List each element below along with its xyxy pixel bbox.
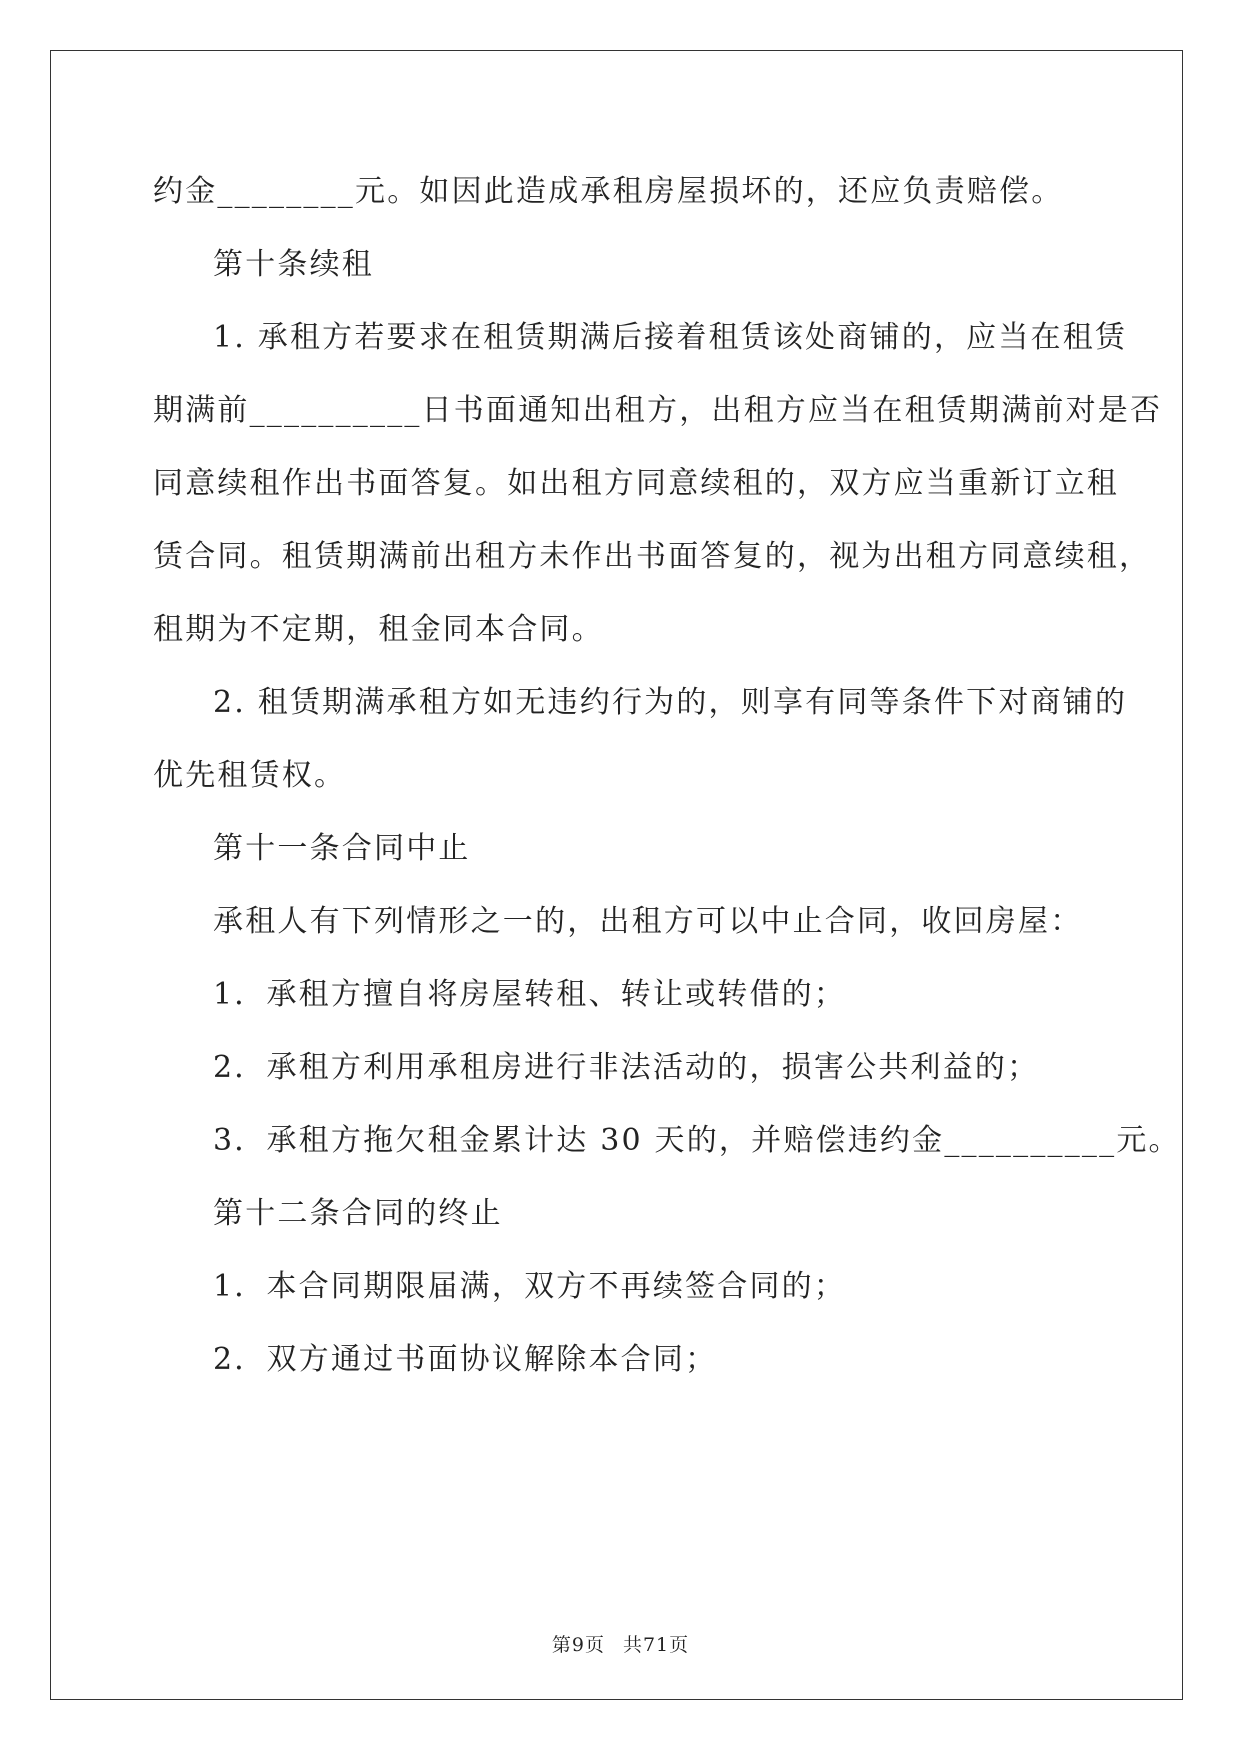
section-heading-12: 第十二条合同的终止: [213, 1196, 503, 1231]
text-line-5: 同意续租作出书面答复。如出租方同意续租的，双方应当重新订立租: [153, 466, 1119, 501]
text-line-1: 约金________元。如因此造成承租房屋损坏的，还应负责赔偿。: [153, 174, 1064, 209]
text-line-17: 2．双方通过书面协议解除本合同；: [213, 1342, 718, 1377]
text-line-13: 2．承租方利用承租房进行非法活动的，损害公共利益的；: [213, 1050, 1040, 1085]
text-line-6: 赁合同。租赁期满前出租方未作出书面答复的，视为出租方同意续租，: [153, 539, 1152, 574]
text-line-14: 3．承租方拖欠租金累计达 30 天的，并赔偿违约金__________元。: [213, 1123, 1181, 1158]
section-heading-11: 第十一条合同中止: [213, 831, 471, 866]
section-heading-10: 第十条续租: [213, 247, 374, 282]
text-line-3: 1. 承租方若要求在租赁期满后接着租赁该处商铺的，应当在租赁: [213, 320, 1128, 355]
page-border: [50, 50, 1183, 1700]
text-line-4: 期满前__________日书面通知出租方，出租方应当在租赁期满前对是否: [153, 393, 1163, 428]
text-line-16: 1．本合同期限届满，双方不再续签合同的；: [213, 1269, 847, 1304]
text-line-7: 租期为不定期，租金同本合同。: [153, 612, 604, 647]
page-footer: [0, 1633, 1241, 1657]
text-line-12: 1．承租方擅自将房屋转租、转让或转借的；: [213, 977, 847, 1012]
text-line-11: 承租人有下列情形之一的，出租方可以中止合同，收回房屋：: [213, 904, 1083, 939]
text-line-9: 优先租赁权。: [153, 758, 347, 793]
text-line-8: 2. 租赁期满承租方如无违约行为的，则享有同等条件下对商铺的: [213, 685, 1128, 720]
page-number-current: 第9页: [551, 1634, 605, 1656]
page-number-total: 共71页: [622, 1634, 690, 1656]
